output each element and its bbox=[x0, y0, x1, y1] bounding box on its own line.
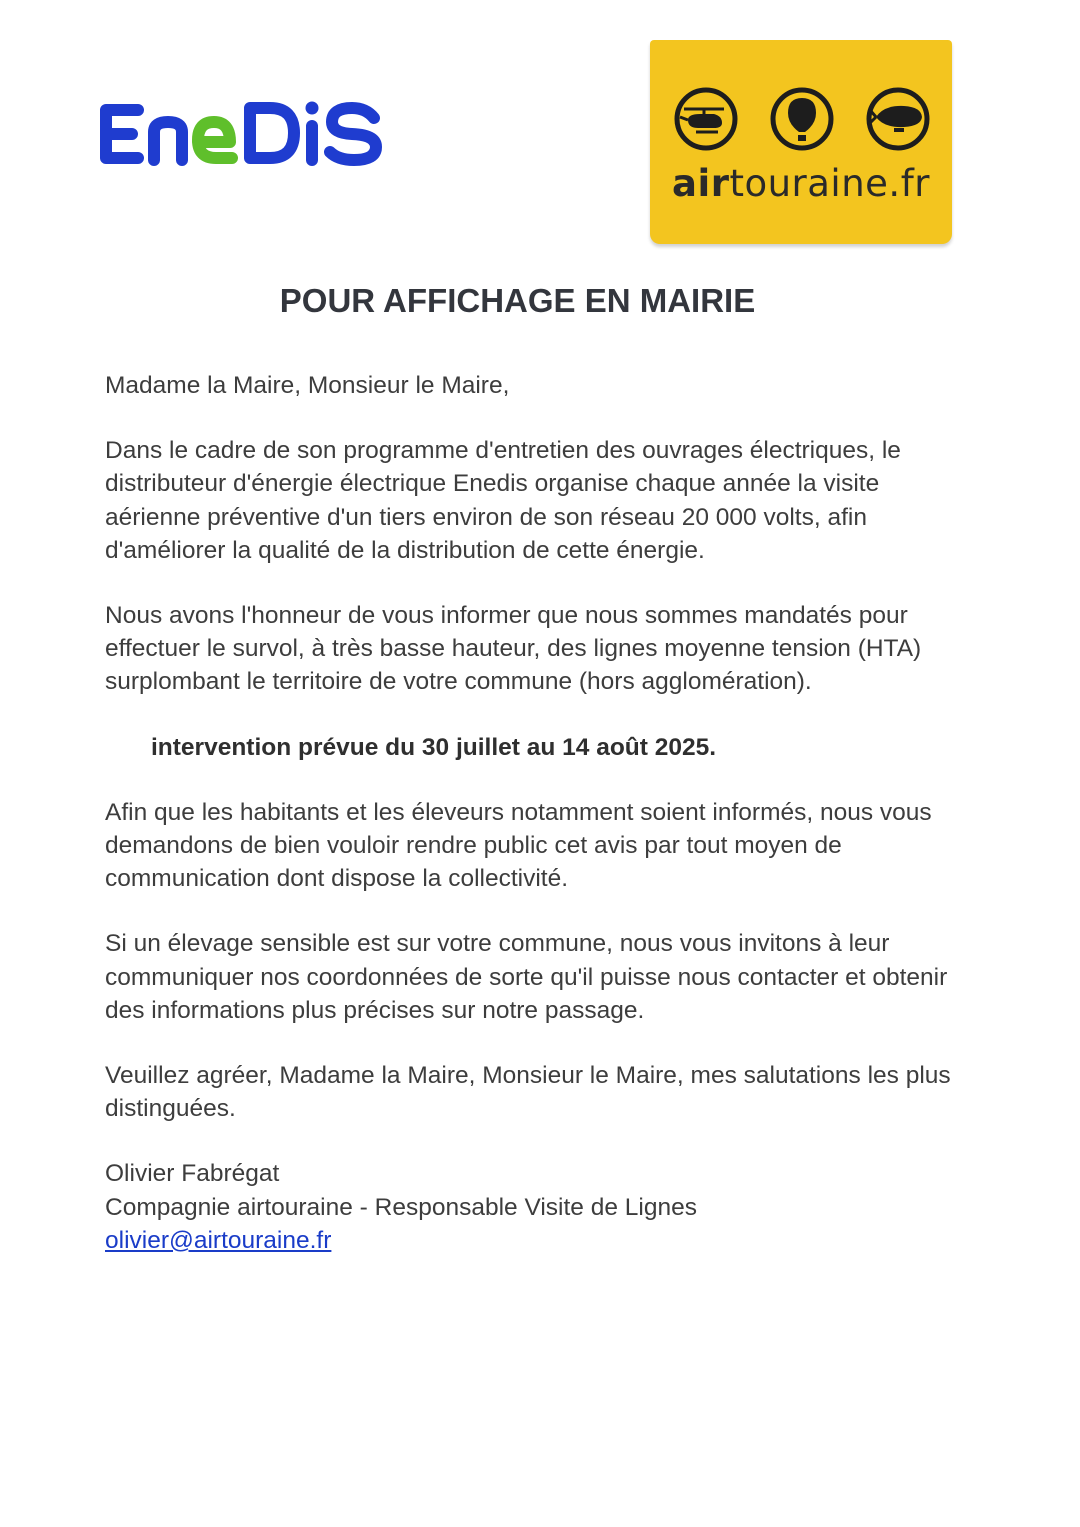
airtouraine-logo bbox=[650, 40, 952, 244]
paragraph-program: Dans le cadre de son programme d'entretien des ouvrages électriques, le distributeur d'énergie électrique Enedis organise chaque année la visite aérienne préventive d'un tiers environ de son réseau 20 000 volts, afin d'améliorer la qualité de la distribution de cette énergie. bbox=[105, 437, 901, 564]
airtouraine-icons bbox=[674, 86, 930, 154]
email-link[interactable]: olivier@airtouraine.fr bbox=[105, 1226, 332, 1254]
closing: Veuillez agréer, Madame la Maire, Monsieur le Maire, mes salutations les plus distinguées. bbox=[105, 1062, 951, 1123]
enedis-logo bbox=[94, 96, 386, 172]
airship-icon bbox=[869, 90, 927, 148]
hot-air-balloon-icon bbox=[773, 90, 831, 148]
signature-role: Compagnie airtouraine - Responsable Visite de Lignes bbox=[105, 1193, 697, 1221]
letter-body bbox=[105, 369, 965, 1257]
paragraph-livestock: Si un élevage sensible est sur votre commune, nous vous invitons à leur communiquer nos coordonnées de sorte qu'il puisse nous contacter et obtenir des informations plus précises sur notre passage. bbox=[105, 930, 948, 1024]
signature-name: Olivier Fabrégat bbox=[105, 1160, 280, 1188]
intervention-dates: intervention prévue du 30 juillet au 14 août 2025. bbox=[151, 733, 717, 761]
page-title: POUR AFFICHAGE EN MAIRIE bbox=[279, 282, 756, 319]
paragraph-publicity: Afin que les habitants et les éleveurs notamment soient informés, nous vous demandons de bien vouloir rendre public cet avis par tout moyen de communication dont dispose la collectivité. bbox=[105, 798, 932, 893]
helicopter-icon bbox=[677, 90, 735, 148]
signature-email-line bbox=[105, 1224, 965, 1257]
airtouraine-wordmark: airtouraine.fr bbox=[672, 162, 930, 205]
paragraph-overflight: Nous avons l'honneur de vous informer que nous sommes mandatés pour effectuer le survol, à très basse hauteur, des lignes moyenne tension (HTA) surplombant le territoire de votre commune (hors agglomération). bbox=[105, 602, 922, 696]
salutation: Madame la Maire, Monsieur le Maire, bbox=[105, 372, 510, 399]
